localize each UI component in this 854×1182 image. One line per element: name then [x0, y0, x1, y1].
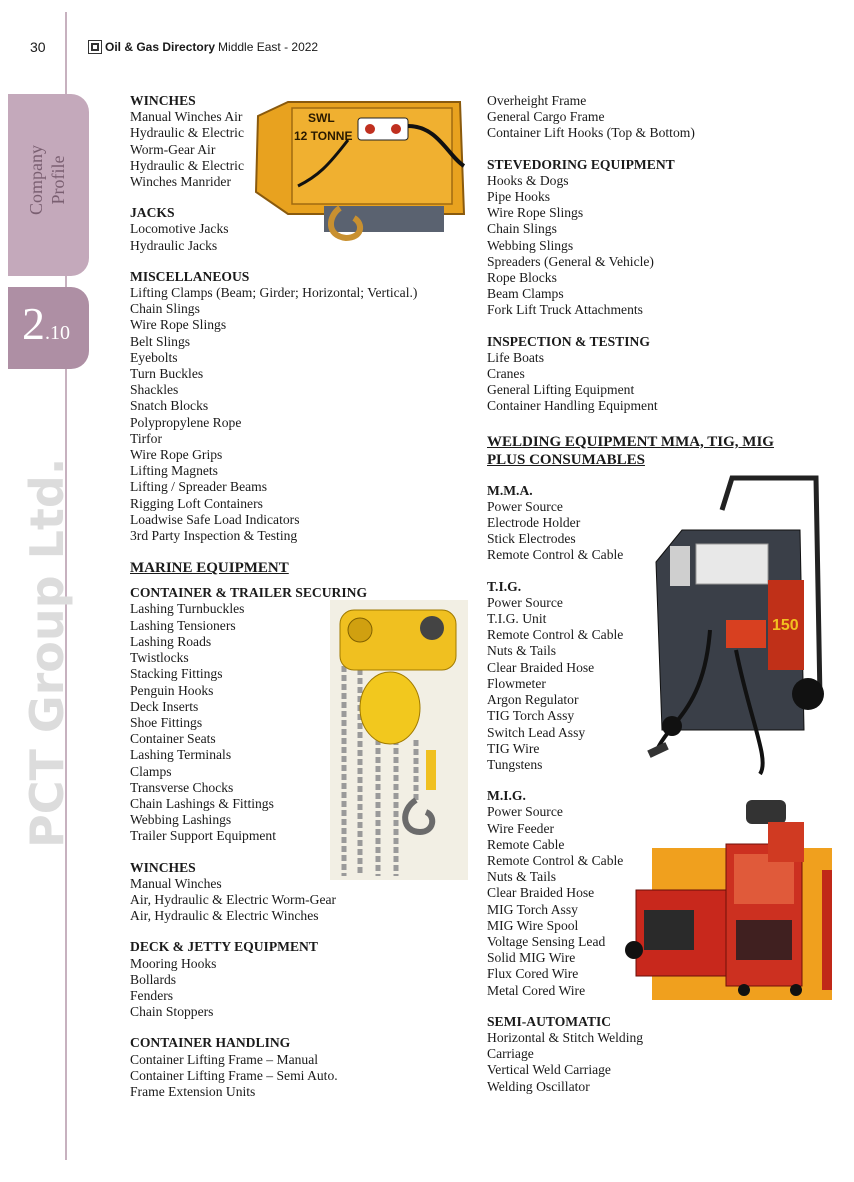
list-item: General Cargo Frame — [487, 109, 605, 125]
list-item: TIG Wire — [487, 740, 540, 756]
list-item: Pipe Hooks — [487, 189, 551, 205]
container-handling-section — [130, 1035, 417, 1100]
list-item: Shackles — [130, 382, 179, 398]
list-item: MIG Torch Assy — [487, 901, 578, 917]
list-item: Hydraulic & Electric — [130, 125, 244, 141]
inspection-section — [487, 334, 774, 415]
list-item: Air, Hydraulic & Electric Winches — [130, 908, 319, 924]
list-item: Worm-Gear Air — [130, 141, 216, 157]
welder-model-label: 150 — [772, 617, 799, 634]
list-item: Trailer Support Equipment — [130, 828, 276, 844]
marine-winches-section — [130, 860, 417, 925]
list-item: Welding Oscillator — [487, 1078, 590, 1094]
list-item: Clear Braided Hose — [487, 885, 595, 901]
section-heading: WINCHES — [130, 93, 196, 108]
mig-section — [487, 788, 774, 999]
section-heading: MISCELLANEOUS — [130, 268, 250, 284]
list-item: Remote Control & Cable — [487, 627, 624, 643]
list-item: Power Source — [487, 594, 563, 610]
list-item: Remote Control & Cable — [487, 547, 624, 563]
section-heading: T.I.G. — [487, 578, 522, 594]
list-item: Fenders — [130, 987, 174, 1003]
list-item: Lashing Roads — [130, 633, 212, 649]
right-column — [487, 93, 774, 1110]
marine-equipment-heading: MARINE EQUIPMENT — [130, 560, 289, 577]
list-item: Eyebolts — [130, 349, 178, 365]
list-item: Winches Manrider — [130, 174, 231, 190]
list-item: General Lifting Equipment — [487, 382, 635, 398]
list-item: Shoe Fittings — [130, 714, 203, 730]
list-item: T.I.G. Unit — [487, 611, 547, 627]
section-heading: INSPECTION & TESTING — [487, 333, 650, 349]
list-item: Lifting Clamps (Beam; Girder; Horizontal; Vertical.) — [130, 285, 418, 301]
list-item: Power Source — [487, 498, 563, 514]
list-item: TIG Torch Assy — [487, 708, 575, 724]
list-item: Life Boats — [487, 349, 545, 365]
winch-label-tonne: 12 TONNE — [294, 129, 353, 143]
tig-section — [487, 579, 774, 773]
left-column — [130, 93, 417, 1115]
list-item: Bollards — [130, 971, 177, 987]
list-item: Hydraulic & Electric — [130, 157, 244, 173]
section-heading: M.M.A. — [487, 482, 533, 498]
list-item: Nuts & Tails — [487, 869, 557, 885]
jacks-section — [130, 205, 417, 254]
list-item: Hydraulic Jacks — [130, 237, 218, 253]
list-item: Switch Lead Assy — [487, 724, 586, 740]
list-item: Remote Control & Cable — [487, 852, 624, 868]
miscellaneous-section — [130, 269, 417, 544]
list-item: Rigging Loft Containers — [130, 495, 263, 511]
list-item: Turn Buckles — [130, 366, 204, 382]
list-item: Beam Clamps — [487, 286, 564, 302]
list-item: Clamps — [130, 763, 172, 779]
list-item: Spreaders (General & Vehicle) — [487, 253, 654, 269]
publication-edition: Middle East - 2022 — [218, 40, 319, 54]
list-item: Chain Slings — [487, 221, 557, 237]
list-item: Deck Inserts — [130, 698, 199, 714]
list-item: Penguin Hooks — [130, 682, 214, 698]
list-item: Lashing Terminals — [130, 747, 232, 763]
list-item: Remote Cable — [487, 836, 565, 852]
list-item: Tirfor — [130, 430, 162, 446]
list-item: Fork Lift Truck Attachments — [487, 302, 643, 318]
deck-jetty-section — [130, 939, 417, 1020]
list-item: Voltage Sensing Lead — [487, 933, 606, 949]
container-handling-continued — [487, 93, 774, 142]
welding-heading: WELDING EQUIPMENT MMA, TIG, MIG PLUS CONSUMABLES — [487, 433, 774, 468]
list-item: Lashing Tensioners — [130, 617, 236, 633]
list-item: Container Lifting Frame – Manual — [130, 1051, 319, 1067]
list-item: 3rd Party Inspection & Testing — [130, 528, 298, 544]
publication-title: Oil & Gas Directory — [105, 40, 216, 54]
section-tab-label: Company Profile — [26, 145, 68, 215]
section-heading: DECK & JETTY EQUIPMENT — [130, 939, 318, 955]
list-item: Cranes — [487, 366, 525, 382]
list-item: Container Handling Equipment — [487, 398, 658, 414]
section-heading: WINCHES — [130, 859, 196, 875]
list-item: Argon Regulator — [487, 692, 579, 708]
list-item: Lifting Magnets — [130, 463, 218, 479]
list-item: Air, Hydraulic & Electric Worm-Gear — [130, 891, 337, 907]
list-item: Chain Stoppers — [130, 1004, 214, 1020]
list-item: Frame Extension Units — [130, 1083, 256, 1099]
list-item: Clear Braided Hose — [487, 659, 595, 675]
section-heading: STEVEDORING EQUIPMENT — [487, 156, 675, 172]
list-item: Polypropylene Rope — [130, 414, 242, 430]
list-item: Tungstens — [487, 756, 543, 772]
section-heading: JACKS — [130, 205, 175, 221]
directory-logo-icon — [88, 40, 102, 54]
list-item: MIG Wire Spool — [487, 917, 579, 933]
mma-section — [487, 483, 774, 564]
list-item: Twistlocks — [130, 650, 189, 666]
list-item: Locomotive Jacks — [130, 221, 229, 237]
list-item: Webbing Lashings — [130, 812, 232, 828]
section-heading: M.I.G. — [487, 788, 526, 804]
list-item: Power Source — [487, 804, 563, 820]
list-item: Container Lifting Frame – Semi Auto. — [130, 1067, 338, 1083]
list-item: Transverse Chocks — [130, 779, 234, 795]
list-item: Loadwise Safe Load Indicators — [130, 511, 300, 527]
list-item: Horizontal & Stitch Welding — [487, 1029, 644, 1045]
winches-section — [130, 93, 417, 190]
list-item: Webbing Slings — [487, 237, 574, 253]
list-item: Lifting / Spreader Beams — [130, 479, 268, 495]
semi-automatic-section — [487, 1014, 774, 1095]
list-item: Belt Slings — [130, 333, 191, 349]
section-heading: SEMI-AUTOMATIC — [487, 1013, 612, 1029]
page-number: 30 — [30, 39, 46, 55]
list-item: Stacking Fittings — [130, 666, 223, 682]
list-item: Metal Cored Wire — [487, 982, 586, 998]
stevedoring-section — [487, 157, 774, 319]
section-number: 2.10 — [22, 298, 70, 349]
list-item: Vertical Weld Carriage — [487, 1062, 611, 1078]
section-heading: CONTAINER & TRAILER SECURING — [130, 585, 368, 601]
list-item: Mooring Hooks — [130, 955, 217, 971]
list-item: Chain Slings — [130, 301, 200, 317]
list-item: Electrode Holder — [487, 515, 581, 531]
list-item: Wire Rope Slings — [487, 205, 584, 221]
winch-label-swl: SWL — [308, 111, 335, 125]
list-item: Rope Blocks — [487, 270, 557, 286]
list-item: Hooks & Dogs — [487, 172, 569, 188]
list-item: Manual Winches — [130, 875, 222, 891]
list-item: Wire Rope Grips — [130, 447, 223, 463]
list-item: Container Seats — [130, 731, 216, 747]
list-item: Chain Lashings & Fittings — [130, 795, 274, 811]
list-item: Flowmeter — [487, 675, 546, 691]
list-item: Wire Feeder — [487, 820, 555, 836]
list-item: Lashing Turnbuckles — [130, 601, 245, 617]
list-item: Solid MIG Wire — [487, 950, 576, 966]
list-item: Wire Rope Slings — [130, 317, 227, 333]
list-item: Nuts & Tails — [487, 643, 557, 659]
list-item: Overheight Frame — [487, 93, 587, 108]
list-item: Snatch Blocks — [130, 398, 209, 414]
list-item: Carriage — [487, 1046, 534, 1062]
section-heading: CONTAINER HANDLING — [130, 1035, 291, 1051]
company-name-vertical: PCT Group Ltd. — [20, 457, 74, 848]
list-item: Manual Winches Air — [130, 109, 243, 125]
running-header — [88, 40, 318, 54]
list-item: Container Lift Hooks (Top & Bottom) — [487, 125, 695, 141]
list-item: Stick Electrodes — [487, 531, 576, 547]
list-item: Flux Cored Wire — [487, 966, 579, 982]
container-securing-section — [130, 585, 417, 844]
